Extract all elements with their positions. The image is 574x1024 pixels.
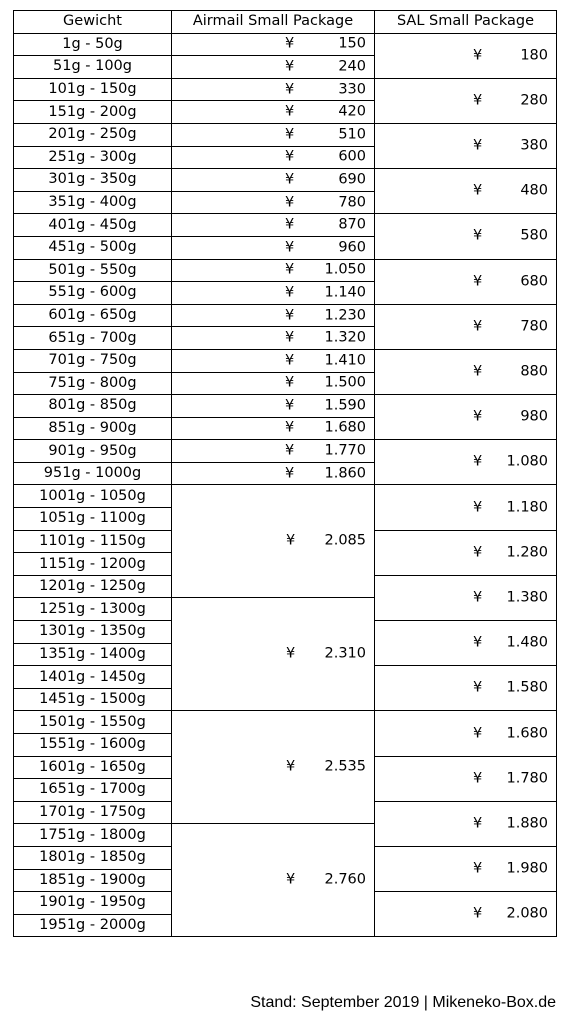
weight-cell: 1451g - 1500g [14, 688, 172, 711]
sal-price-cell [375, 349, 557, 394]
price-amount: 420 [338, 103, 366, 120]
price-amount: 1.680 [506, 725, 548, 741]
price-amount: 960 [338, 239, 366, 256]
yen-symbol: ¥ [285, 465, 295, 482]
yen-symbol: ¥ [473, 860, 483, 877]
header-airmail: Airmail Small Package [172, 11, 375, 34]
yen-symbol: ¥ [473, 634, 483, 651]
table-row [14, 123, 557, 146]
sal-price-cell [375, 621, 557, 666]
airmail-price-cell [172, 78, 375, 101]
yen-symbol: ¥ [286, 532, 296, 549]
price-amount: 510 [338, 126, 366, 143]
weight-cell: 651g - 700g [14, 327, 172, 350]
yen-symbol: ¥ [473, 137, 483, 154]
table-row [14, 440, 557, 463]
airmail-price-block [172, 598, 375, 711]
price-amount: 1.880 [506, 815, 548, 832]
table-row [14, 395, 557, 418]
header-row [14, 11, 557, 34]
price-amount: 1.780 [506, 770, 548, 787]
price-amount: 1.580 [506, 679, 548, 696]
price-amount: 680 [520, 273, 548, 290]
sal-price-cell [375, 395, 557, 440]
yen-symbol: ¥ [285, 442, 295, 459]
weight-cell: 1101g - 1150g [14, 530, 172, 553]
weight-cell: 251g - 300g [14, 146, 172, 169]
shipping-rate-table [13, 10, 557, 937]
sal-price-cell [375, 801, 557, 846]
airmail-price-cell [172, 169, 375, 192]
weight-cell: 1201g - 1250g [14, 575, 172, 598]
price-amount: 1.280 [506, 544, 548, 561]
weight-cell: 1251g - 1300g [14, 598, 172, 621]
yen-symbol: ¥ [285, 216, 295, 233]
sal-price-cell [375, 304, 557, 349]
price-amount: 1.230 [324, 307, 366, 324]
header-sal: SAL Small Package [375, 11, 557, 34]
weight-cell: 801g - 850g [14, 395, 172, 418]
airmail-price-cell [172, 214, 375, 237]
yen-symbol: ¥ [473, 544, 483, 561]
price-amount: 1.480 [506, 634, 548, 651]
weight-cell: 1601g - 1650g [14, 756, 172, 779]
sal-price-cell [375, 440, 557, 485]
footer-credit: Stand: September 2019 | Mikeneko-Box.de [250, 994, 556, 1011]
price-amount: 1.980 [506, 860, 548, 877]
weight-cell: 751g - 800g [14, 372, 172, 395]
price-amount: 240 [338, 58, 366, 75]
airmail-price-cell [172, 304, 375, 327]
sal-price-cell [375, 485, 557, 530]
weight-cell: 1001g - 1050g [14, 485, 172, 508]
sal-price-cell [375, 214, 557, 259]
table-row [14, 259, 557, 282]
weight-cell: 1651g - 1700g [14, 779, 172, 802]
yen-symbol: ¥ [285, 103, 295, 120]
table-row [14, 711, 557, 734]
yen-symbol: ¥ [285, 284, 295, 301]
sal-price-cell [375, 259, 557, 304]
weight-cell: 301g - 350g [14, 169, 172, 192]
yen-symbol: ¥ [473, 47, 483, 64]
airmail-price-block [172, 485, 375, 598]
weight-cell: 951g - 1000g [14, 462, 172, 485]
yen-symbol: ¥ [285, 307, 295, 324]
weight-cell: 1751g - 1800g [14, 824, 172, 847]
yen-symbol: ¥ [285, 126, 295, 143]
yen-symbol: ¥ [285, 419, 295, 436]
price-amount: 1.500 [324, 374, 366, 391]
weight-cell: 51g - 100g [14, 56, 172, 79]
airmail-price-cell [172, 236, 375, 259]
yen-symbol: ¥ [285, 329, 295, 346]
yen-symbol: ¥ [473, 815, 483, 832]
price-amount: 980 [520, 408, 548, 425]
weight-cell: 1951g - 2000g [14, 914, 172, 937]
yen-symbol: ¥ [473, 273, 483, 290]
weight-cell: 451g - 500g [14, 236, 172, 259]
price-amount: 1.050 [324, 261, 366, 278]
weight-cell: 1051g - 1100g [14, 508, 172, 531]
weight-cell: 501g - 550g [14, 259, 172, 282]
yen-symbol: ¥ [285, 261, 295, 278]
airmail-price-cell [172, 56, 375, 79]
price-amount: 1.410 [324, 352, 366, 369]
yen-symbol: ¥ [285, 374, 295, 391]
sal-price-cell [375, 892, 557, 937]
airmail-price-cell [172, 440, 375, 463]
weight-cell: 401g - 450g [14, 214, 172, 237]
sal-price-cell [375, 169, 557, 214]
airmail-price-cell [172, 327, 375, 350]
yen-symbol: ¥ [473, 363, 483, 380]
weight-cell: 851g - 900g [14, 417, 172, 440]
airmail-price-cell [172, 123, 375, 146]
yen-symbol: ¥ [285, 81, 295, 98]
sal-price-cell [375, 575, 557, 620]
yen-symbol: ¥ [285, 194, 295, 211]
price-amount: 780 [338, 194, 366, 211]
weight-cell: 151g - 200g [14, 101, 172, 124]
price-amount: 870 [338, 216, 366, 233]
table-row [14, 78, 557, 101]
sal-price-cell [375, 756, 557, 801]
airmail-price-block [172, 824, 375, 937]
price-amount: 2.310 [324, 645, 366, 662]
airmail-price-cell [172, 33, 375, 56]
yen-symbol: ¥ [473, 453, 483, 470]
yen-symbol: ¥ [473, 227, 483, 244]
sal-price-cell [375, 666, 557, 711]
price-amount: 2.535 [324, 758, 366, 775]
weight-cell: 601g - 650g [14, 304, 172, 327]
airmail-price-cell [172, 395, 375, 418]
price-amount: 2.760 [324, 871, 366, 888]
yen-symbol: ¥ [285, 35, 295, 52]
price-amount: 150 [338, 35, 366, 52]
yen-symbol: ¥ [285, 352, 295, 369]
price-amount: 2.080 [506, 905, 548, 922]
yen-symbol: ¥ [285, 239, 295, 256]
yen-symbol: ¥ [285, 397, 295, 414]
yen-symbol: ¥ [286, 645, 296, 662]
yen-symbol: ¥ [286, 758, 296, 775]
weight-cell: 1701g - 1750g [14, 801, 172, 824]
yen-symbol: ¥ [473, 92, 483, 109]
weight-cell: 901g - 950g [14, 440, 172, 463]
airmail-price-cell [172, 191, 375, 214]
price-amount: 780 [520, 318, 548, 335]
price-amount: 1.080 [506, 453, 548, 470]
price-amount: 1.140 [324, 284, 366, 301]
sal-price-cell [375, 846, 557, 891]
weight-cell: 1151g - 1200g [14, 553, 172, 576]
yen-symbol: ¥ [473, 725, 483, 741]
table-row [14, 214, 557, 237]
airmail-price-cell [172, 146, 375, 169]
yen-symbol: ¥ [285, 171, 295, 188]
airmail-price-cell [172, 259, 375, 282]
yen-symbol: ¥ [473, 905, 483, 922]
price-amount: 480 [520, 182, 548, 199]
price-amount: 280 [520, 92, 548, 109]
yen-symbol: ¥ [473, 408, 483, 425]
price-amount: 580 [520, 227, 548, 244]
price-amount: 1.770 [324, 442, 366, 459]
airmail-price-cell [172, 417, 375, 440]
weight-cell: 1351g - 1400g [14, 643, 172, 666]
price-amount: 1.180 [506, 499, 548, 516]
price-amount: 1.320 [324, 329, 366, 346]
weight-cell: 1851g - 1900g [14, 869, 172, 892]
price-amount: 690 [338, 171, 366, 188]
table-row [14, 33, 557, 56]
airmail-price-block [172, 711, 375, 824]
sal-price-cell [375, 33, 557, 78]
price-amount: 330 [338, 81, 366, 98]
price-amount: 1.380 [506, 589, 548, 606]
airmail-price-cell [172, 372, 375, 395]
weight-cell: 101g - 150g [14, 78, 172, 101]
price-amount: 1.680 [324, 419, 366, 436]
yen-symbol: ¥ [286, 871, 296, 888]
yen-symbol: ¥ [473, 589, 483, 606]
price-amount: 2.085 [324, 532, 366, 549]
weight-cell: 701g - 750g [14, 349, 172, 372]
yen-symbol: ¥ [473, 318, 483, 335]
yen-symbol: ¥ [473, 679, 483, 696]
yen-symbol: ¥ [473, 182, 483, 199]
airmail-price-cell [172, 282, 375, 305]
weight-cell: 1401g - 1450g [14, 666, 172, 689]
airmail-price-cell [172, 101, 375, 124]
sal-price-cell [375, 711, 557, 756]
table-row [14, 169, 557, 192]
weight-cell: 201g - 250g [14, 123, 172, 146]
header-weight: Gewicht [14, 11, 172, 34]
weight-cell: 551g - 600g [14, 282, 172, 305]
yen-symbol: ¥ [473, 499, 483, 516]
weight-cell: 1801g - 1850g [14, 846, 172, 869]
airmail-price-cell [172, 462, 375, 485]
weight-cell: 351g - 400g [14, 191, 172, 214]
weight-cell: 1301g - 1350g [14, 621, 172, 644]
table-row [14, 304, 557, 327]
price-amount: 880 [520, 363, 548, 380]
price-amount: 600 [338, 148, 366, 165]
table-row [14, 485, 557, 508]
weight-cell: 1901g - 1950g [14, 892, 172, 915]
sal-price-cell [375, 78, 557, 123]
sal-price-cell [375, 123, 557, 168]
price-amount: 180 [520, 47, 548, 64]
weight-cell: 1501g - 1550g [14, 711, 172, 734]
weight-cell: 1551g - 1600g [14, 734, 172, 757]
sal-price-cell [375, 530, 557, 575]
yen-symbol: ¥ [285, 148, 295, 165]
price-amount: 380 [520, 137, 548, 154]
airmail-price-cell [172, 349, 375, 372]
table-row [14, 349, 557, 372]
weight-cell: 1g - 50g [14, 33, 172, 56]
price-amount: 1.860 [324, 465, 366, 482]
price-amount: 1.590 [324, 397, 366, 414]
yen-symbol: ¥ [285, 58, 295, 75]
yen-symbol: ¥ [473, 770, 483, 787]
